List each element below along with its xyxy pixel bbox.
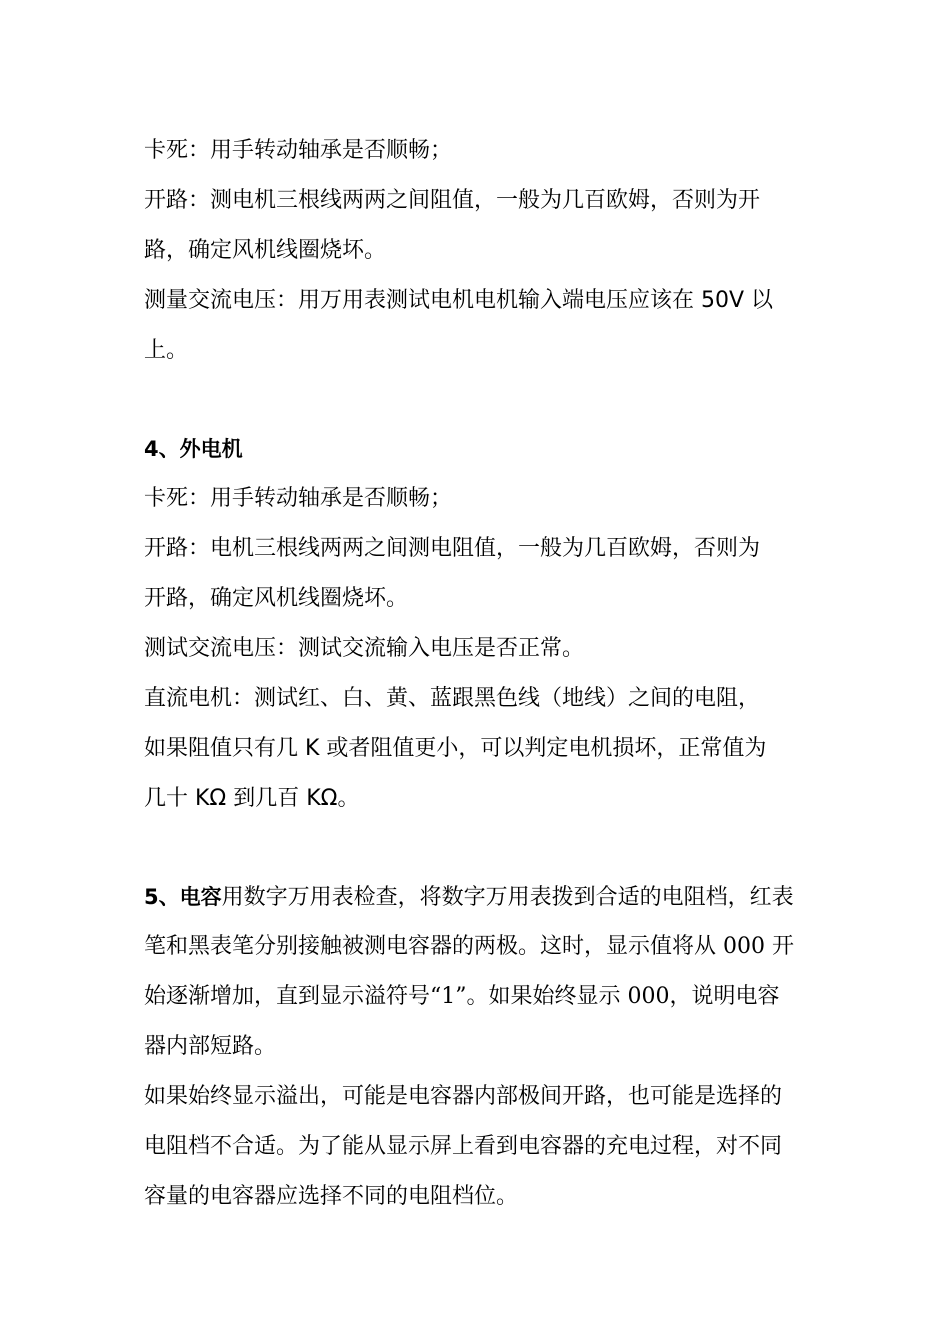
section4-stuck-text: 卡死：用手转动轴承是否顺畅； [144, 486, 453, 511]
section4-open-circuit-line1: 开路：电机三根线两两之间测电阻值，一般为几百欧姆，否则为 [144, 536, 761, 561]
section5-para2-line3: 容量的电容器应选择不同的电阻档位。 [144, 1184, 519, 1209]
section4-ac-voltage-text: 测试交流电压：测试交流输入电压是否正常。 [144, 636, 585, 661]
section4-dc-motor-line3: 几十 KΩ 到几百 KΩ。 [144, 786, 360, 811]
section4-dc-motor-line2: 如果阻值只有几 K 或者阻值更小，可以判定电机损坏，正常值为 [144, 736, 767, 761]
section4-dc-motor-line1: 直流电机：测试红、白、黄、蓝跟黑色线（地线）之间的电阻， [144, 686, 761, 711]
section5-para1-line4: 器内部短路。 [144, 1034, 277, 1059]
section4-open-circuit-line2: 开路，确定风机线圈烧坏。 [144, 586, 409, 611]
section5-para1-line3: 始逐渐增加，直到显示溢符号“1”。如果始终显示 000，说明电容 [144, 984, 780, 1009]
section5-para1-line1 [144, 882, 824, 913]
section4-heading: 4、外电机 [144, 437, 243, 461]
section3-open-circuit-line2: 路，确定风机线圈烧坏。 [144, 238, 387, 263]
section3-ac-voltage-line1: 测量交流电压：用万用表测试电机电机输入端电压应该在 50V 以 [144, 288, 774, 313]
section3-ac-voltage-line2: 上。 [144, 338, 189, 363]
section5-para1-line1-rest: 用数字万用表检查，将数字万用表拨到合适的电阻档，红表 [221, 885, 794, 910]
section3-open-circuit-line1: 开路：测电机三根线两两之间阻值，一般为几百欧姆，否则为开 [144, 188, 761, 213]
section5-para1-line2: 笔和黑表笔分别接触被测电容器的两极。这时，显示值将从 000 开 [144, 934, 794, 959]
section5-heading: 5、电容 [144, 885, 222, 909]
section5-para2-line2: 电阻档不合适。为了能从显示屏上看到电容器的充电过程，对不同 [144, 1134, 783, 1159]
section5-para2-line1: 如果始终显示溢出，可能是电容器内部极间开路，也可能是选择的 [144, 1084, 783, 1109]
section3-stuck-text: 卡死：用手转动轴承是否顺畅； [144, 138, 453, 163]
